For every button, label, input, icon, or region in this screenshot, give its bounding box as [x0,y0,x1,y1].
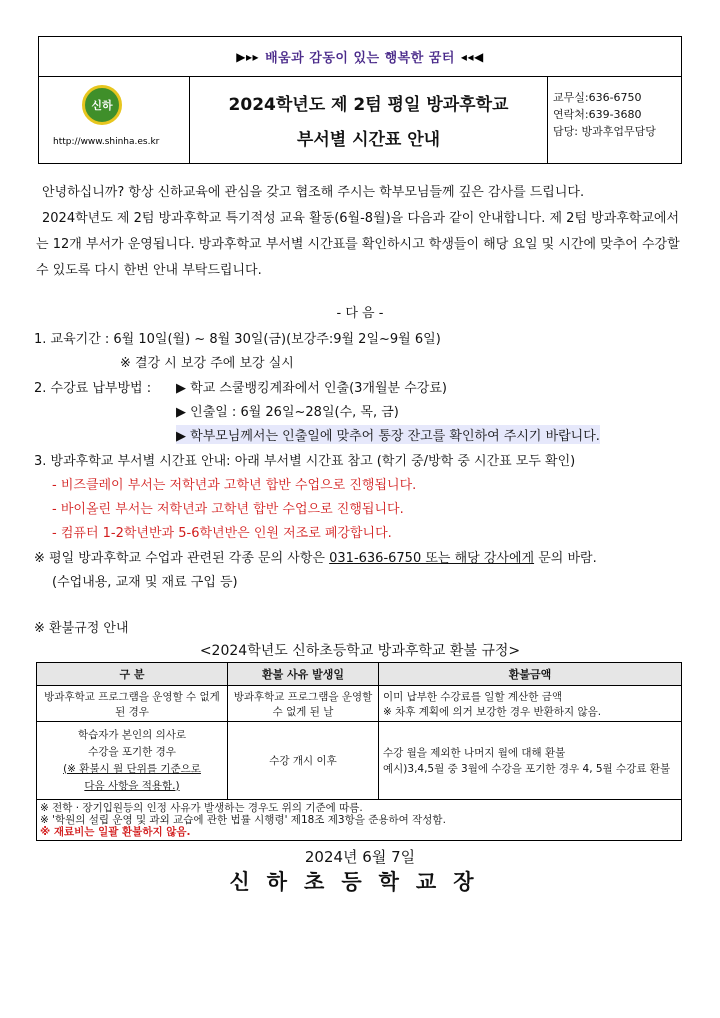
principal-signature: 신하초등학교장 [229,870,491,894]
notice-violin: - 바이올린 부서는 저학년과 고학년 합반 수업으로 진행됩니다. [52,502,404,517]
letterhead [38,36,682,164]
table-footer-row [37,800,682,841]
slogan-left-arrows: ▶▸▸ [236,49,260,64]
table-row [37,722,682,800]
payment-method: ▶ 학교 스쿨뱅킹계좌에서 인출(3개월분 수강료) [176,381,447,396]
row2-occurrence: 수강 개시 이후 [228,722,379,800]
title-cell [190,77,548,163]
education-period: 1. 교육기간 : 6월 10일(월) ~ 8월 30일(금)(보강주:9월 2일~9월 6일) [34,332,441,347]
row1-amount-text: 이미 납부한 수강료를 일할 계산한 금액 [383,690,562,703]
row2-category-line2: 수강을 포기한 경우 [88,745,176,758]
inquiry-text-end: 문의 바람. [534,551,597,566]
table-header-row [37,663,682,686]
notice-computer-closed: - 컴퓨터 1-2학년반과 5-6학년반은 인원 저조로 폐강합니다. [52,526,392,541]
row1-category: 방과후학교 프로그램을 운영할 수 없게 된 경우 [37,686,228,722]
balance-notice: ▶ 학부모님께서는 인출일에 맞추어 통장 잔고를 확인하여 주시기 바랍니다. [176,425,600,444]
notice-heading: - 다 음 - [336,306,384,321]
row2-category-line1: 학습자가 본인의 의사로 [77,728,187,741]
school-url: http://www.shinha.es.kr [53,137,160,147]
header-amount: 환불금액 [379,663,682,686]
footnote-law: ※ '학원의 설립 운영 및 과외 교습에 관한 법률 시행령' 제18조 제3항을 준용하여 작성함. [40,814,446,826]
contact-info [548,77,681,163]
row2-category-line3: (※ 환불시 월 단위를 기준으로 [63,762,201,775]
row1-amount [379,686,682,722]
footnote-materials: ※ 재료비는 일괄 환불하지 않음. [40,826,191,838]
row2-amount [379,722,682,800]
notice-beadclay: - 비즈클레이 부서는 저학년과 고학년 합반 수업으로 진행됩니다. [52,478,417,493]
row2-amount-example: 예시)3,4,5월 중 3월에 수강을 포기한 경우 4, 5월 수강료 환불 [383,762,671,775]
contact-manager: 담당: 방과후업무담당 [553,125,656,138]
inquiry-phone: 031-636-6750 또는 해당 강사에게 [329,551,535,566]
row1-occurrence: 방과후학교 프로그램을 운영할 수 없게 된 날 [228,686,379,722]
issue-date: 2024년 6월 7일 [304,848,416,866]
greeting-paragraph: 안녕하십니까? 항상 신하교육에 관심을 갖고 협조해 주시는 학부모님들께 깊은 감사를 드립니다. [42,185,585,200]
row2-category-line4: 다음 사항을 적용함.) [84,779,180,792]
makeup-note: ※ 결강 시 보강 주에 보강 실시 [120,356,294,371]
row1-amount-note: ※ 차후 계획에 의거 보강한 경우 반환하지 않음. [383,705,602,718]
slogan-row [39,37,681,77]
header-category: 구 분 [37,663,228,686]
refund-section-title: ※ 환불규정 안내 [34,621,129,636]
logo-cell [39,77,190,163]
school-slogan: 배움과 감동이 있는 행복한 꿈터 [265,51,455,66]
contact-phone: 연락처:639-3680 [553,108,642,121]
document-subtitle: 부서별 시간표 안내 [296,130,441,150]
refund-footnotes [37,800,682,841]
refund-table-title: <2024학년도 신하초등학교 방과후학교 환불 규정> [199,643,521,659]
contact-office: 교무실:636-6750 [553,91,642,104]
logo-text: 신하 [91,99,113,112]
header-occurrence: 환불 사유 발생일 [228,663,379,686]
document-title: 2024학년도 제 2텀 평일 방과후학교 [228,95,509,115]
row2-category [37,722,228,800]
inquiry-text: ※ 평일 방과후학교 수업과 관련된 각종 문의 사항은 [34,551,330,566]
school-logo-icon [82,85,122,125]
inquiry-detail: (수업내용, 교재 및 재료 구입 등) [52,575,238,590]
table-row [37,686,682,722]
refund-table [36,662,682,841]
footnote-transfer: ※ 전학 · 장기입원등의 인정 사유가 발생하는 경우도 위의 기준에 따름. [40,802,363,814]
payment-label: 2. 수강료 납부방법 : [34,381,152,396]
intro-paragraph: 2024학년도 제 2텀 방과후학교 특기적성 교육 활동(6월-8월)을 다음과 같이 안내합니다. 제 2텀 방과후학교에서는 12개 부서가 운영됩니다. 방과후학교 부서별 시간표를 확인하시고 학생들이 해당 요일 및 시간에 맞추어 수강할 수 있도록 다시 한번 안내 부탁드립니다. [36,211,680,278]
withdrawal-date: ▶ 인출일 : 6월 26일~28일(수, 목, 금) [176,405,399,420]
row2-amount-text: 수강 월을 제외한 나머지 월에 대해 환불 [383,746,566,759]
inquiry-notice [34,547,597,566]
slogan-right-arrows: ◂◂◀ [460,49,484,64]
timetable-notice: 3. 방과후학교 부서별 시간표 안내: 아래 부서별 시간표 참고 (학기 중/방학 중 시간표 모두 확인) [34,454,576,469]
